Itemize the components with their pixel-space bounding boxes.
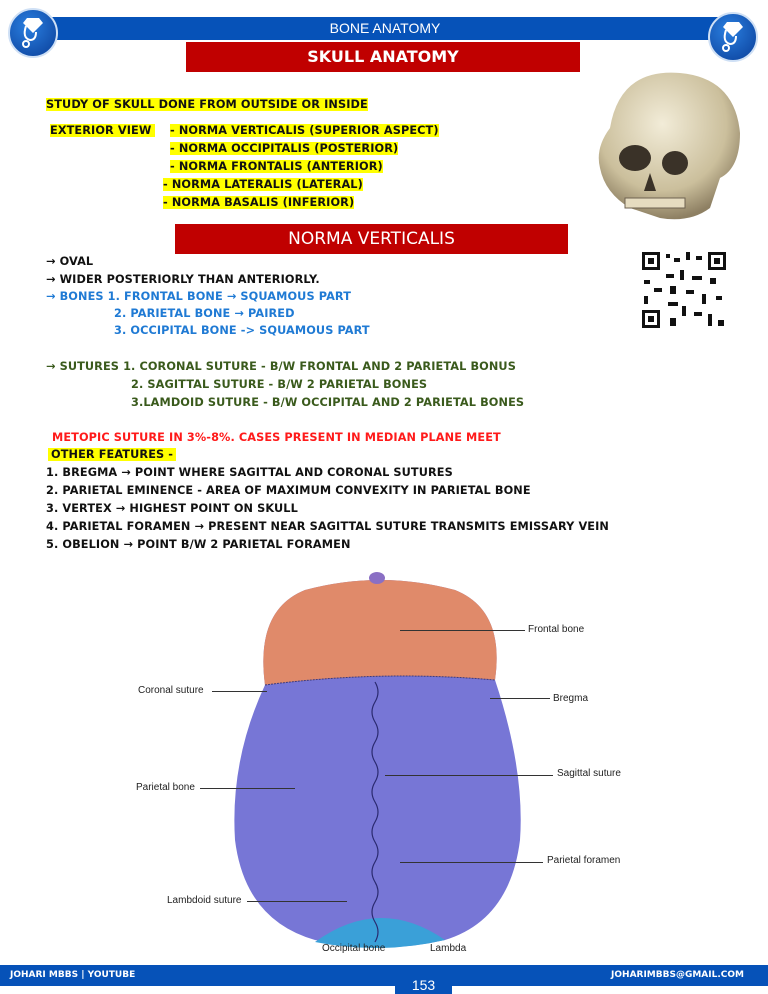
point-text: → OVAL bbox=[46, 255, 94, 268]
feature-item: 4. PARIETAL FORAMEN → PRESENT NEAR SAGITTAL SUTURE TRANSMITS EMISSARY VEIN bbox=[46, 520, 609, 533]
feature-item: 3. VERTEX → HIGHEST POINT ON SKULL bbox=[46, 502, 298, 515]
page-number: 153 bbox=[395, 972, 452, 994]
exterior-item: - NORMA LATERALIS (LATERAL) bbox=[163, 178, 363, 191]
exterior-item: - NORMA OCCIPITALIS (POSTERIOR) bbox=[170, 142, 399, 155]
label-coronal-suture: Coronal suture bbox=[138, 685, 204, 696]
section-title: NORMA VERTICALIS bbox=[175, 224, 568, 254]
footer-youtube-link[interactable]: JOHARI MBBS | YOUTUBE bbox=[10, 970, 136, 980]
leader-line bbox=[212, 691, 267, 692]
sutures-text: → SUTURES 1. CORONAL SUTURE - B/W FRONTAL AND 2 PARIETAL BONUS bbox=[46, 360, 516, 373]
label-lambda: Lambda bbox=[430, 943, 467, 954]
metopic-text: METOPIC SUTURE IN 3%-8%. CASES PRESENT IN MEDIAN PLANE MEET bbox=[52, 431, 501, 444]
leader-line bbox=[247, 901, 347, 902]
footer-bar bbox=[0, 965, 768, 986]
footer-email-link[interactable]: JOHARIMBBS@GMAIL.COM bbox=[611, 970, 744, 980]
logo-right-icon bbox=[708, 12, 758, 62]
qr-code[interactable] bbox=[640, 250, 728, 330]
feature-item: 5. OBELION → POINT B/W 2 PARIETAL FORAMEN bbox=[46, 538, 351, 551]
label-parietal-foramen: Parietal foramen bbox=[547, 855, 621, 866]
logo-left-icon bbox=[8, 8, 58, 58]
intro-text: STUDY OF SKULL DONE FROM OUTSIDE OR INSIDE bbox=[46, 98, 368, 111]
bones-text: 2. PARIETAL BONE → PAIRED bbox=[114, 307, 295, 320]
header-bar: BONE ANATOMY bbox=[40, 17, 730, 40]
label-frontal-bone: Frontal bone bbox=[528, 624, 585, 635]
leader-line bbox=[400, 862, 543, 863]
sutures-text: 3.LAMDOID SUTURE - B/W OCCIPITAL AND 2 PARIETAL BONES bbox=[131, 396, 525, 409]
label-sagittal-suture: Sagittal suture bbox=[557, 768, 621, 779]
page-title: SKULL ANATOMY bbox=[186, 42, 580, 72]
leader-line bbox=[490, 698, 550, 699]
exterior-item: - NORMA BASALIS (INFERIOR) bbox=[163, 196, 355, 209]
label-occipital-bone: Occipital bone bbox=[322, 943, 386, 954]
bones-text: 3. OCCIPITAL BONE -> SQUAMOUS PART bbox=[114, 324, 370, 337]
feature-item: 1. BREGMA → POINT WHERE SAGITTAL AND CORONAL SUTURES bbox=[46, 466, 453, 479]
exterior-label: EXTERIOR VIEW bbox=[50, 124, 155, 137]
skull-photo bbox=[580, 58, 745, 228]
leader-line bbox=[400, 630, 525, 631]
sutures-text: 2. SAGITTAL SUTURE - B/W 2 PARIETAL BONES bbox=[131, 378, 428, 391]
exterior-item: - NORMA FRONTALIS (ANTERIOR) bbox=[170, 160, 383, 173]
label-lambdoid-suture: Lambdoid suture bbox=[167, 895, 242, 906]
skull-superior-view-diagram bbox=[225, 570, 535, 955]
leader-line bbox=[385, 775, 553, 776]
label-bregma: Bregma bbox=[553, 693, 589, 704]
exterior-item: - NORMA VERTICALIS (SUPERIOR ASPECT) bbox=[170, 124, 439, 137]
other-features-heading: OTHER FEATURES - bbox=[48, 448, 176, 461]
feature-item: 2. PARIETAL EMINENCE - AREA OF MAXIMUM CONVEXITY IN PARIETAL BONE bbox=[46, 484, 531, 497]
leader-line bbox=[200, 788, 295, 789]
bones-text: → BONES 1. FRONTAL BONE → SQUAMOUS PART bbox=[46, 290, 352, 303]
point-text: → WIDER POSTERIORLY THAN ANTERIORLY. bbox=[46, 273, 320, 286]
label-parietal-bone: Parietal bone bbox=[136, 782, 195, 793]
